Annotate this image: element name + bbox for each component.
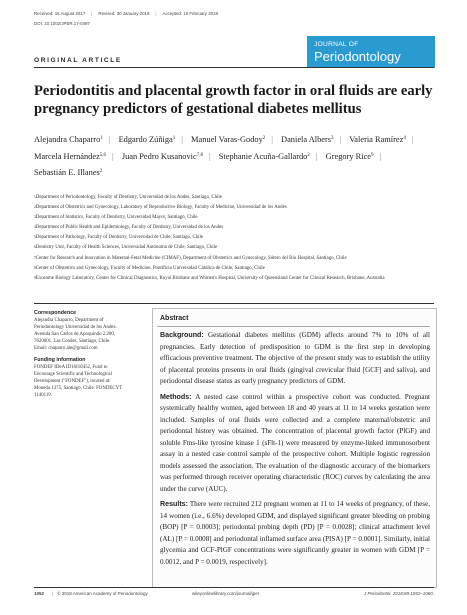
funding-heading: Funding information [34,357,86,363]
author-name[interactable]: Gregory Rice$^9$ [325,151,374,161]
journal-logo [307,36,435,68]
abstract-divider [157,326,430,327]
funding-line: FONDEF IDeA ID16I10452, Fund to [34,365,108,370]
author-name[interactable]: Marcela Hernández$^{5,6}$ [34,151,107,161]
affiliation-number: 4 [34,225,36,230]
correspondence-line: Avenida San Carlos de Apoquindo 2.200, [34,332,116,337]
author-separator: | [271,135,273,144]
author-separator: | [379,151,382,161]
affiliation-number: 1 [34,195,36,199]
author-separator: | [208,151,211,161]
author-affiliation-ref: 4 [403,136,406,141]
page-footer: 1052 | © 2018 American Academy of Periodontology wileyonlinelibrary.com/journal/jper J Periodontol. 2018;89:1052–1060. [34,591,434,596]
author-separator: | [315,151,318,161]
page-number: 1052 [34,591,45,596]
affiliation-item: $^3$Department of Statistics, Faculty of Dentistry, Universidad Mayor, Santiago, Chile [34,215,198,221]
author-separator: | [112,151,114,161]
author-name[interactable]: Edgardo Zúñiga$^1$ [118,135,176,144]
abstract-background [160,330,430,388]
affiliation-number: 6 [34,245,36,250]
author-name[interactable]: Juan Pedro Kusanovic$^{7,8}$ [121,151,203,161]
citation: J Periodontol. 2018;89:1052–1060. [363,591,434,596]
journal-logo-line2: Periodontology [314,49,401,64]
background-text: Gestational diabetes mellitus (GDM) affects around 7% to 10% of all pregnancies. Early detection of predisposition to GDM is the first step in developing efficacious preventive treatment. The objective of the present study was to establish the utility of placental proteins presents in oral fluids (gingival crevicular fluid [GCF] and saliva), and periodontal disease status as early pregnancy predictors of GDM. [160,331,430,385]
received-date: Received: 16 August 2017 [34,11,86,16]
author-affiliation-ref: 2 [262,136,266,141]
author-separator: | [411,135,414,144]
footer-divider [34,587,434,588]
author-affiliation-ref: 9 [371,152,374,158]
affiliation-item: $^2$Department of Obstetrics and Gynecology, Laboratory of Reproductive Biology, Faculty of Medicine, Universidad de los Andes [34,205,287,211]
abstract-results [160,499,430,568]
correspondence-block [34,317,142,352]
author-affiliation-ref: 3 [331,136,334,141]
affiliation-number: 2 [34,205,36,210]
author-separator: | [181,135,183,144]
affiliation-number: 7 [34,255,36,260]
side-column [34,310,142,399]
author-name[interactable]: Sebastián E. Illanes$^2$ [34,168,103,177]
funding-line: Moneda 1375, Santiago, Chile. FONDECYT [34,386,123,391]
affiliation-item: $^8$Center of Obstetrics and Gynecology, Faculty of Medicine, Pontificia Universidad Católica de Chile, Santiago, Chile [34,265,265,271]
section-divider [34,303,434,304]
author-name[interactable]: Stephanie Acuña-Gallardo$^2$ [218,151,310,161]
methods-label: Methods: [160,392,192,401]
author-affiliation-ref: 2 [99,169,103,174]
journal-url[interactable]: wileyonlinelibrary.com/journal/jper [192,591,260,596]
correspondence-line: Email: chaparro.ale@gmail.com [34,346,98,351]
abstract-methods [160,392,430,496]
author-affiliation-ref: 5,6 [99,152,107,158]
author-name[interactable]: Alejandra Chaparro$^1$ [34,135,103,144]
author-name[interactable]: Manuel Varas-Godoy$^2$ [191,135,266,144]
affiliation-item: $^1$Department of Periodontology, Faculty of Dentistry, Universidad de los Andes, Santiago, Chile [34,195,222,200]
author-affiliation-ref: 1 [172,136,176,141]
funding-line: Encourage Scientific and Technological [34,372,112,377]
author-name[interactable]: Daniela Albers$^3$ [281,135,334,144]
author-affiliation-ref: 2 [307,152,310,158]
results-label: Results: [160,500,188,508]
affiliation-item: $^5$Department of Pathology, Faculty of Dentistry, Universidad de Chile, Santiago, Chile [34,235,204,241]
affiliation-list [34,194,439,285]
correspondence-line: 7620001, Las Condes, Santiago, Chile. [34,339,111,344]
author-separator: | [108,135,111,144]
funding-line: 1140119. [34,393,52,398]
accepted-date: Accepted: 16 February 2018 [162,11,218,16]
funding-line: Development ("FONDEF"), located at: [34,379,111,384]
author-name[interactable]: Valeria Ramírez$^4$ [349,135,406,144]
results-text: There were recruited 212 pregnant women at 11 to 14 weeks of pregnancy, of these, 14 women (i.e., 6.6%) developed GDM, and displayed significant greater bleeding on probing (BOP) [P = 0.0003]; periodontal probing depth (PD) [P = 0.0028]; clinical attachment level (AL) [P = 0.0008] and periodontal inflamed surface area (PISA) [P = 0.0001]. Similarly, initial glycemia and GCF-PlGF concentrations were significantly greater in women with GDM [P = 0.0012, and P = 0.0019, respectively]. [160,500,430,566]
abstract-body [160,330,430,572]
correspondence-heading: Correspondence [34,310,77,316]
copyright: © 2018 American Academy of Periodontology [57,591,148,596]
author-separator: | [339,135,342,144]
article-dates: Received: 16 August 2017 | Revised: 30 January 2018 | Accepted: 16 February 2018 [34,11,218,16]
doi[interactable]: DOI: 10.1002/JPER.17-0497 [34,21,90,26]
funding-block [34,364,142,399]
correspondence-line: Alejandra Chaparro, Department of [34,318,104,323]
affiliation-number: 3 [34,215,36,220]
author-affiliation-ref: 1 [100,136,103,141]
author-affiliation-ref: 7,8 [196,152,203,158]
article-type-label: ORIGINAL ARTICLE [34,57,122,64]
header-divider [34,67,434,68]
author-list [34,132,444,182]
affiliation-number: 8 [34,265,36,270]
affiliation-number: 5 [34,235,36,240]
journal-logo-line1: JOURNAL OF [314,41,359,48]
affiliation-number: 9 [34,275,36,280]
affiliation-item: $^6$Dentistry Unit, Faculty of Health Sciences, Universidad Autónoma de Chile, Santiago, Chile [34,245,218,251]
affiliation-item: $^7$Center for Research and Innovation in Maternal-Fetal Medicine (CIMAF), Department of Obstetrics and Gynecology, Sótero del Río Hospital, Santiago, Chile [34,255,347,261]
revised-date: Revised: 30 January 2018 [98,11,150,16]
methods-text: A nested case control within a prospective cohort was conducted. Pregnant systemically healthy women, aged between 18 and 40 years at 11 to 14 weeks gestation were included. Samples of oral fluids were collected and a complete maternal/obstetric and periodontal history was obtained. The concentration of placental growth factor (PlGF) and soluble Fms-like tyrosine kinase 1 (sFlt-1) were measured by enzyme-linked immunosorbent assay in a nested case control sample of the prospective cohort. Multiple logistic regression models assessed the association. The evaluation of the diagnostic accuracy of the biomarkers was performed through receiver operating characteristic (ROC) curves by calculating the area under the curve (AUC). [160,392,430,493]
abstract-heading: Abstract [160,315,189,322]
affiliation-item: $^4$Department of Public Health and Epidemiology, Faculty of Dentistry, Universidad de los Andes [34,225,224,231]
background-label: Background: [160,331,204,339]
correspondence-line: Periodontology Universidad de los Andes. [34,325,117,330]
affiliation-item: $^9$Exosome Biology Laboratory, Center for Clinical Diagnostics, Royal Brisbane and Women's Hospital, University of Queensland Center for Clinical Research, Brisbane, Australia [34,275,385,281]
article-title: Periodontitis and placental growth factor in oral fluids are early pregnancy predictors of gestational diabetes mellitus [34,83,433,117]
